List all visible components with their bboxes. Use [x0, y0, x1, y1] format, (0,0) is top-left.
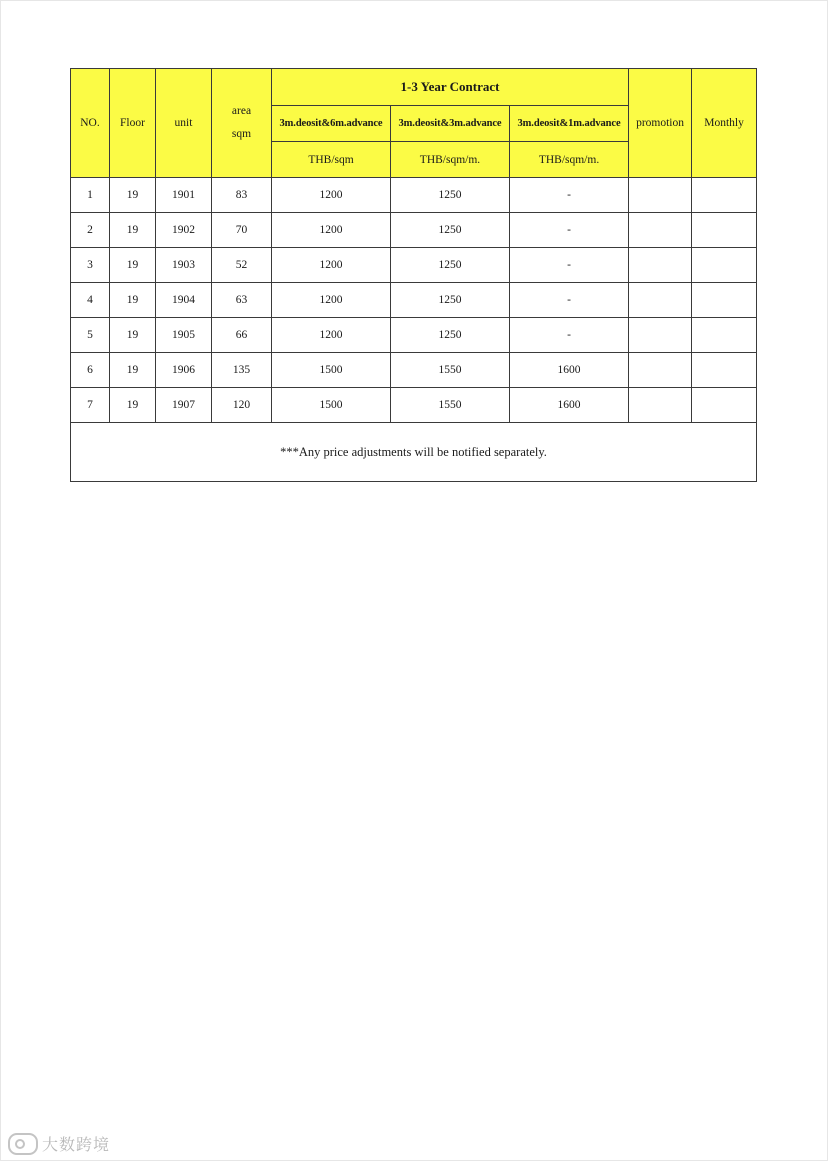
cell-unit: 1901: [156, 178, 212, 213]
price-adjustment-note: ***Any price adjustments will be notified separately.: [71, 423, 757, 482]
cell-promotion: [629, 318, 692, 353]
header-plan-unit: THB/sqm/m.: [510, 142, 629, 178]
cell-floor: 19: [110, 283, 156, 318]
cell-area: 66: [212, 318, 272, 353]
cell-price-6m-advance: 1200: [272, 283, 391, 318]
table-row: [71, 318, 757, 353]
cell-price-6m-advance: 1200: [272, 178, 391, 213]
table-row: [71, 353, 757, 388]
table-row: [71, 283, 757, 318]
cell-price-3m-advance: 1550: [391, 353, 510, 388]
watermark-logo-icon: [8, 1133, 38, 1155]
header-area-unit: sqm: [231, 128, 252, 140]
cell-unit: 1905: [156, 318, 212, 353]
header-area: [212, 69, 272, 178]
header-plan-3m-advance: 3m.deosit&3m.advance: [391, 106, 510, 142]
watermark: [8, 1132, 110, 1155]
cell-price-3m-advance: 1250: [391, 283, 510, 318]
cell-area: 135: [212, 353, 272, 388]
cell-price-3m-advance: 1250: [391, 318, 510, 353]
cell-price-3m-advance: 1250: [391, 248, 510, 283]
cell-price-3m-advance: 1550: [391, 388, 510, 423]
cell-promotion: [629, 283, 692, 318]
cell-price-1m-advance: -: [510, 213, 629, 248]
cell-no: 1: [71, 178, 110, 213]
cell-price-6m-advance: 1200: [272, 213, 391, 248]
cell-floor: 19: [110, 178, 156, 213]
cell-price-1m-advance: 1600: [510, 388, 629, 423]
header-plan-unit: THB/sqm/m.: [391, 142, 510, 178]
cell-price-1m-advance: 1600: [510, 353, 629, 388]
cell-no: 5: [71, 318, 110, 353]
cell-price-6m-advance: 1500: [272, 353, 391, 388]
cell-unit: 1903: [156, 248, 212, 283]
cell-price-6m-advance: 1200: [272, 318, 391, 353]
cell-price-3m-advance: 1250: [391, 178, 510, 213]
cell-no: 6: [71, 353, 110, 388]
header-floor: Floor: [110, 69, 156, 178]
cell-no: 3: [71, 248, 110, 283]
cell-price-6m-advance: 1200: [272, 248, 391, 283]
cell-promotion: [629, 353, 692, 388]
cell-unit: 1904: [156, 283, 212, 318]
cell-promotion: [629, 213, 692, 248]
table-header: [71, 69, 757, 178]
cell-area: 83: [212, 178, 272, 213]
cell-price-3m-advance: 1250: [391, 213, 510, 248]
header-area-label: area: [231, 105, 252, 117]
cell-price-1m-advance: -: [510, 318, 629, 353]
cell-monthly: [692, 213, 757, 248]
table-row: [71, 248, 757, 283]
cell-promotion: [629, 388, 692, 423]
cell-floor: 19: [110, 388, 156, 423]
header-plan-6m-advance: 3m.deosit&6m.advance: [272, 106, 391, 142]
cell-area: 120: [212, 388, 272, 423]
table-body: [71, 178, 757, 423]
cell-area: 70: [212, 213, 272, 248]
cell-unit: 1907: [156, 388, 212, 423]
header-promotion: promotion: [629, 69, 692, 178]
cell-unit: 1902: [156, 213, 212, 248]
table-row: [71, 213, 757, 248]
header-contract-title: 1-3 Year Contract: [272, 69, 629, 106]
cell-monthly: [692, 178, 757, 213]
table-row: [71, 178, 757, 213]
price-table: [70, 68, 757, 482]
cell-monthly: [692, 283, 757, 318]
cell-monthly: [692, 353, 757, 388]
cell-price-6m-advance: 1500: [272, 388, 391, 423]
watermark-text: 大数跨境: [42, 1135, 111, 1154]
cell-promotion: [629, 178, 692, 213]
header-unit: unit: [156, 69, 212, 178]
cell-floor: 19: [110, 318, 156, 353]
header-plan-1m-advance: 3m.deosit&1m.advance: [510, 106, 629, 142]
cell-area: 63: [212, 283, 272, 318]
cell-price-1m-advance: -: [510, 178, 629, 213]
cell-monthly: [692, 248, 757, 283]
cell-monthly: [692, 318, 757, 353]
cell-no: 4: [71, 283, 110, 318]
cell-unit: 1906: [156, 353, 212, 388]
cell-price-1m-advance: -: [510, 248, 629, 283]
cell-price-1m-advance: -: [510, 283, 629, 318]
cell-monthly: [692, 388, 757, 423]
cell-no: 2: [71, 213, 110, 248]
cell-floor: 19: [110, 213, 156, 248]
cell-area: 52: [212, 248, 272, 283]
cell-promotion: [629, 248, 692, 283]
header-monthly: Monthly: [692, 69, 757, 178]
cell-no: 7: [71, 388, 110, 423]
header-plan-unit: THB/sqm: [272, 142, 391, 178]
header-no: NO.: [71, 69, 110, 178]
cell-floor: 19: [110, 353, 156, 388]
table-row: [71, 388, 757, 423]
cell-floor: 19: [110, 248, 156, 283]
